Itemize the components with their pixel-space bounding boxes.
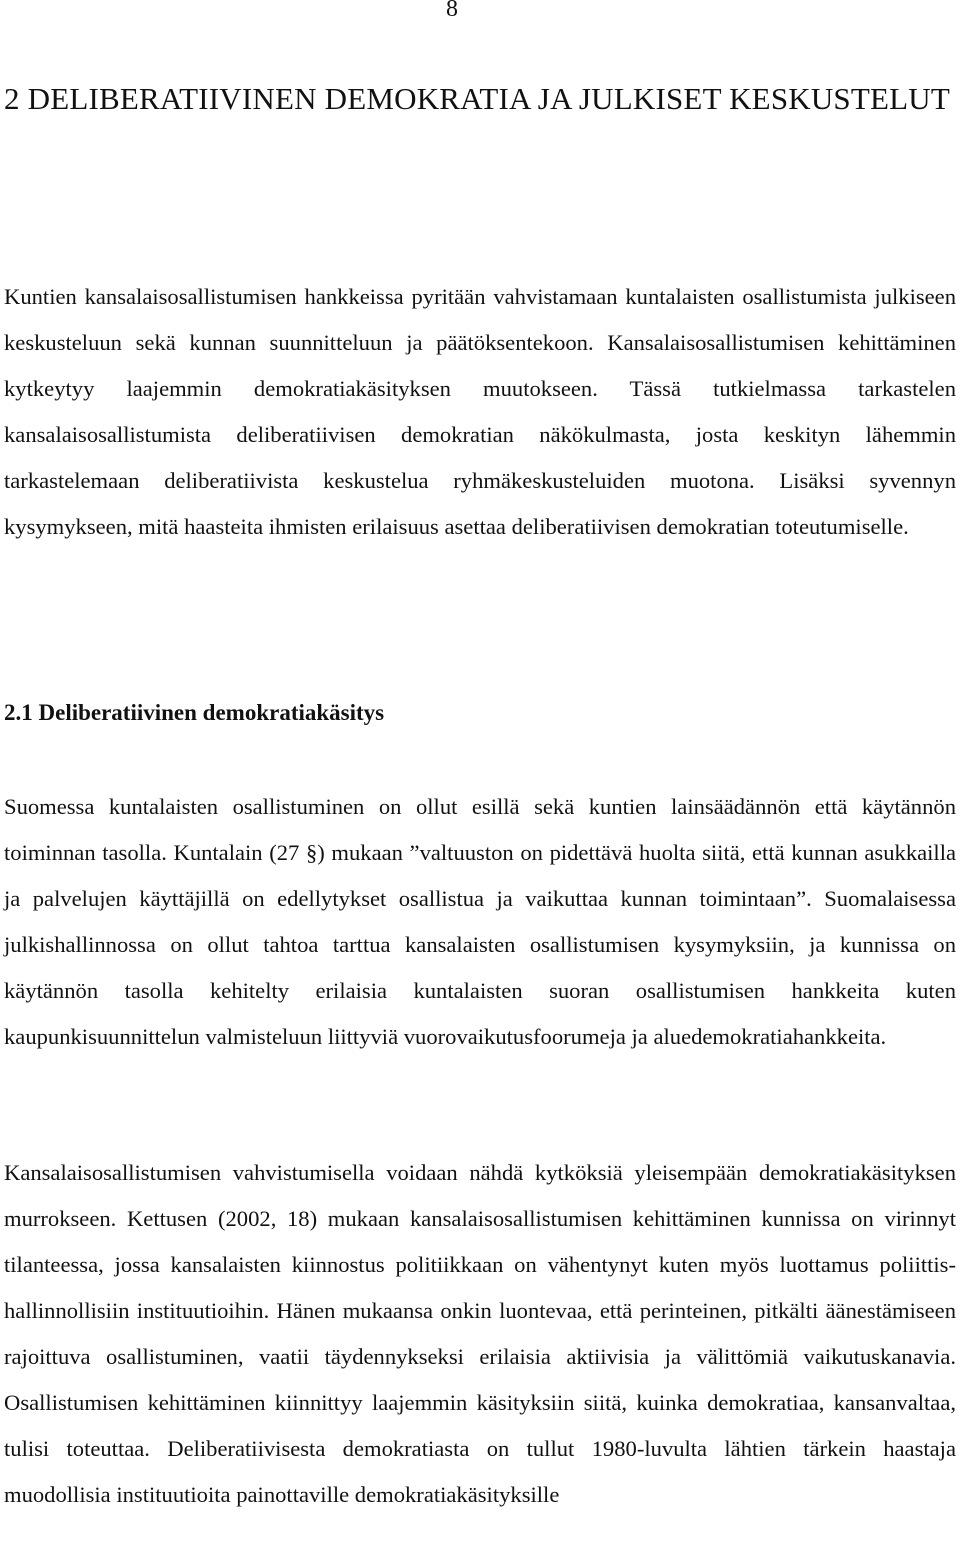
chapter-title: 2 DELIBERATIIVINEN DEMOKRATIA JA JULKISET KESKUSTELUT [4, 81, 951, 116]
section-paragraph-2: Kansalaisosallistumisen vahvistumisella voidaan nähdä kytköksiä yleisempään demokratiakäsityksen murrokseen. Kettusen (2002, 18) mukaan kansalaisosallistumisen kehittäminen kunnissa on virinnyt tilanteessa, jossa kansalaisten kiinnostus politiikkaan on vähentynyt kuten myös luottamus poliittis-hallinnollisiin instituutioihin. Hänen mukaansa onkin luontevaa, että perinteinen, pitkälti äänestämiseen rajoittuva osallistuminen, vaatii täydennykseksi erilaisia aktiivisia ja välittömiä vaikutuskanavia. Osallistumisen kehittäminen kiinnittyy laajemmin käsityksiin siitä, kuinka demokratiaa, kansanvaltaa, tulisi toteuttaa. Deliberatiivisesta demokratiasta on tullut 1980-luvulta lähtien tärkein haastaja muodollisia instituutioita painottaville demokratiakäsityksille [4, 1160, 956, 1507]
section-heading: 2.1 Deliberatiivinen demokratiakäsitys [4, 700, 385, 725]
page-number: 8 [446, 0, 458, 22]
intro-paragraph: Kuntien kansalaisosallistumisen hankkeissa pyritään vahvistamaan kuntalaisten osallistumista julkiseen keskusteluun sekä kunnan suunnitteluun ja päätöksentekoon. Kansalaisosallistumisen kehittäminen kytkeytyy laajemmin demokratiakäsityksen muutokseen. Tässä tutkielmassa tarkastelen kansalaisosallistumista deliberatiivisen demokratian näkökulmasta, josta keskityn lähemmin tarkastelemaan deliberatiivista keskustelua ryhmäkeskusteluiden muotona. Lisäksi syvennyn kysymykseen, mitä haasteita ihmisten erilaisuus asettaa deliberatiivisen demokratian toteutumiselle. [4, 284, 956, 539]
section-paragraph-1: Suomessa kuntalaisten osallistuminen on ollut esillä sekä kuntien lainsäädännön että käytännön toiminnan tasolla. Kuntalain (27 §) mukaan ”valtuuston on pidettävä huolta siitä, että kunnan asukkailla ja palvelujen käyttäjillä on edellytykset osallistua ja vaikuttaa kunnan toimintaan”. Suomalaisessa julkishallinnossa on ollut tahtoa tarttua kansalaisten osallistumisen kysymyksiin, ja kunnissa on käytännön tasolla kehitelty erilaisia kuntalaisten suoran osallistumisen hankkeita kuten kaupunkisuunnittelun valmisteluun liittyviä vuorovaikutusfoorumeja ja aluedemokratiahankkeita. [4, 794, 956, 1049]
